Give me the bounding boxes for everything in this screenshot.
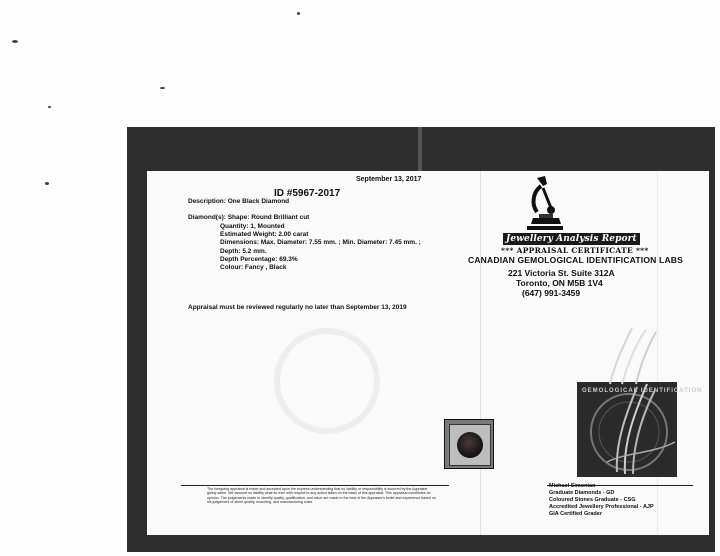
signer-credential: GIA Certified Grader <box>549 511 602 517</box>
certificate-id: ID #5967-2017 <box>274 188 341 199</box>
appraisal-certificate-heading: *** APPRAISAL CERTIFICATE *** <box>501 246 649 255</box>
review-note: Appraisal must be reviewed regularly no later than September 13, 2019 <box>188 304 407 311</box>
signer-credential: Coloured Stones Graduate - CSG <box>549 497 636 503</box>
certificate-date: September 13, 2017 <box>356 176 422 183</box>
scan-speck <box>12 40 18 43</box>
spec-depth: Depth: 5.2 mm. <box>220 248 267 255</box>
spec-quantity: Quantity: 1, Mounted <box>220 223 285 230</box>
watermark-seal <box>267 321 387 441</box>
folder-seam <box>418 127 422 172</box>
lab-street-address: 221 Victoria St. Suite 312A <box>508 268 615 278</box>
scan-speck <box>45 182 49 185</box>
seal-text: GEMOLOGICAL IDENTIFICATION <box>582 388 703 394</box>
diamond-photo <box>444 419 494 469</box>
signer-credential: Graduate Diamonds - GD <box>549 490 615 496</box>
scan-speck <box>297 12 300 15</box>
sheet-fold-line <box>480 171 481 535</box>
spec-depth-percentage: Depth Percentage: 69.3% <box>220 256 298 263</box>
black-diamond-image <box>457 432 483 458</box>
certificate-sheet <box>147 171 709 535</box>
item-description: Description: One Black Diamond <box>188 198 290 205</box>
spec-colour: Colour: Fancy , Black <box>220 264 287 271</box>
report-title: Jewellery Analysis Report <box>503 233 640 245</box>
lab-phone: (647) 991-3459 <box>522 288 581 298</box>
legal-disclaimer: The foregoing appraisal is made and accepted upon the express understanding that no liability or responsibility is incurred by the Appraiser giving same. We assume no liability what so ever with respect to any action taken on the basis of this appraisal. This appraisal constitutes an opinion. The judgements made to identify quality, qualification, and value are made to the best of the Appraiser's belief and experience based on his judgement of stone quality, mounting, and manufacturing costs. <box>207 487 436 504</box>
microscope-icon <box>523 174 567 232</box>
diamond-shape: Diamond(s): Shape: Round Brilliant cut <box>188 214 310 221</box>
scan-speck <box>160 87 165 89</box>
seal-emblem <box>577 382 677 477</box>
lab-city: Toronto, ON M5B 1V4 <box>516 278 603 288</box>
seal-ribbons <box>602 326 662 386</box>
lab-seal <box>577 382 677 477</box>
signer-credential: Accredited Jewellery Professional - AJP <box>549 504 654 510</box>
scan-speck <box>48 106 51 108</box>
lab-name: CANADIAN GEMOLOGICAL IDENTIFICATION LABS <box>468 255 683 265</box>
spec-dimensions: Dimensions: Max. Diameter: 7.55 mm. ; Min. Diameter: 7.45 mm. ; <box>220 239 421 246</box>
disclaimer-rule <box>181 485 449 486</box>
signer-name: Michael Simonian <box>549 483 596 489</box>
spec-weight: Estimated Weight: 2.00 carat <box>220 231 309 238</box>
